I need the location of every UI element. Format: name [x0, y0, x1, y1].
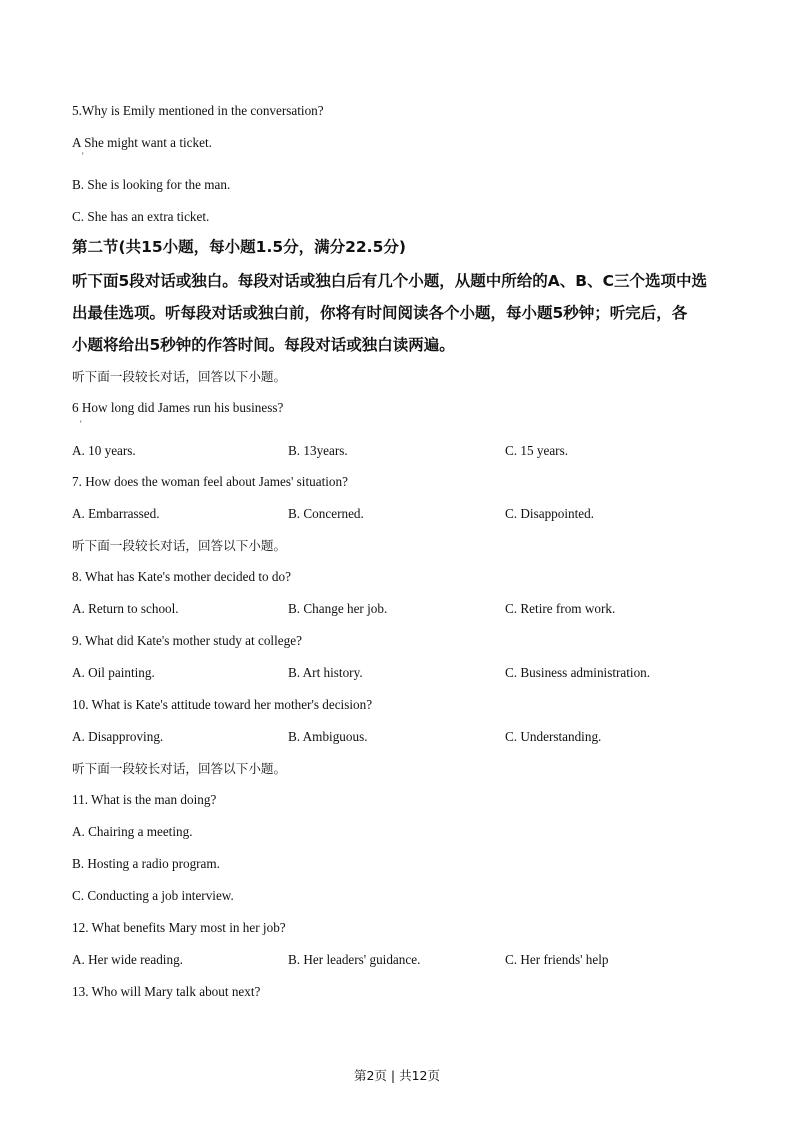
question-9-option-c: C. Business administration. [505, 665, 651, 680]
question-7-stem: 7. How does the woman feel about James' situation? [72, 474, 348, 489]
question-12-option-c: C. Her friends' help [505, 952, 609, 967]
question-8-stem: 8. What has Kate's mother decided to do? [72, 569, 291, 584]
question-9-option-b: B. Art history. [288, 665, 363, 680]
question-5-option-a: A She might want a ticket. [72, 135, 212, 150]
question-6-option-b: B. 13years. [288, 443, 348, 458]
section-instructions-line-2: 出最佳选项。听每段对话或独白前，你将有时间阅读各个小题，每小题5秒钟；听完后，各 [72, 304, 688, 322]
scan-mark: ' [80, 419, 82, 429]
question-12-option-a: A. Her wide reading. [72, 952, 183, 967]
section-title: 第二节(共15小题，每小题1.5分，满分22.5分) [72, 238, 406, 256]
section-instructions-line-1: 听下面5段对话或独白。每段对话或独白后有几个小题，从题中所给的A、B、C三个选项中选 [72, 272, 707, 290]
question-11-option-b: B. Hosting a radio program. [72, 856, 220, 871]
question-6-option-c: C. 15 years. [505, 443, 568, 458]
question-7-options [72, 506, 732, 522]
question-9-stem: 9. What did Kate's mother study at college? [72, 633, 302, 648]
listening-cue: 听下面一段较长对话，回答以下小题。 [72, 761, 287, 776]
question-5-option-b: B. She is looking for the man. [72, 177, 231, 192]
question-8-options [72, 601, 732, 617]
question-7-option-a: A. Embarrassed. [72, 506, 160, 521]
question-5-option-c: C. She has an extra ticket. [72, 209, 210, 224]
question-7-option-c: C. Disappointed. [505, 506, 595, 521]
question-10-option-a: A. Disapproving. [72, 729, 164, 744]
question-8-option-c: C. Retire from work. [505, 601, 616, 616]
question-7-option-b: B. Concerned. [288, 506, 364, 521]
question-9-options [72, 665, 732, 681]
question-10-option-b: B. Ambiguous. [288, 729, 368, 744]
question-12-options [72, 952, 732, 968]
question-6-options [72, 443, 732, 459]
question-6-option-a: A. 10 years. [72, 443, 136, 458]
question-6-stem: 6 How long did James run his business? [72, 400, 284, 415]
question-12-option-b: B. Her leaders' guidance. [288, 952, 421, 967]
scan-mark: ' [82, 151, 84, 161]
listening-cue: 听下面一段较长对话，回答以下小题。 [72, 369, 287, 384]
question-5-stem: 5.Why is Emily mentioned in the conversation? [72, 103, 324, 118]
question-11-stem: 11. What is the man doing? [72, 792, 217, 807]
section-instructions-line-3: 小题将给出5秒钟的作答时间。每段对话或独白读两遍。 [72, 336, 455, 354]
listening-cue: 听下面一段较长对话，回答以下小题。 [72, 538, 287, 553]
question-8-option-a: A. Return to school. [72, 601, 179, 616]
question-10-stem: 10. What is Kate's attitude toward her mother's decision? [72, 697, 373, 712]
question-11-option-c: C. Conducting a job interview. [72, 888, 234, 903]
question-12-stem: 12. What benefits Mary most in her job? [72, 920, 286, 935]
page-footer: 第2页 | 共12页 [353, 1068, 441, 1083]
question-11-option-a: A. Chairing a meeting. [72, 824, 193, 839]
question-10-option-c: C. Understanding. [505, 729, 602, 744]
question-13-stem: 13. Who will Mary talk about next? [72, 984, 261, 999]
question-8-option-b: B. Change her job. [288, 601, 388, 616]
question-9-option-a: A. Oil painting. [72, 665, 155, 680]
question-10-options [72, 729, 732, 745]
